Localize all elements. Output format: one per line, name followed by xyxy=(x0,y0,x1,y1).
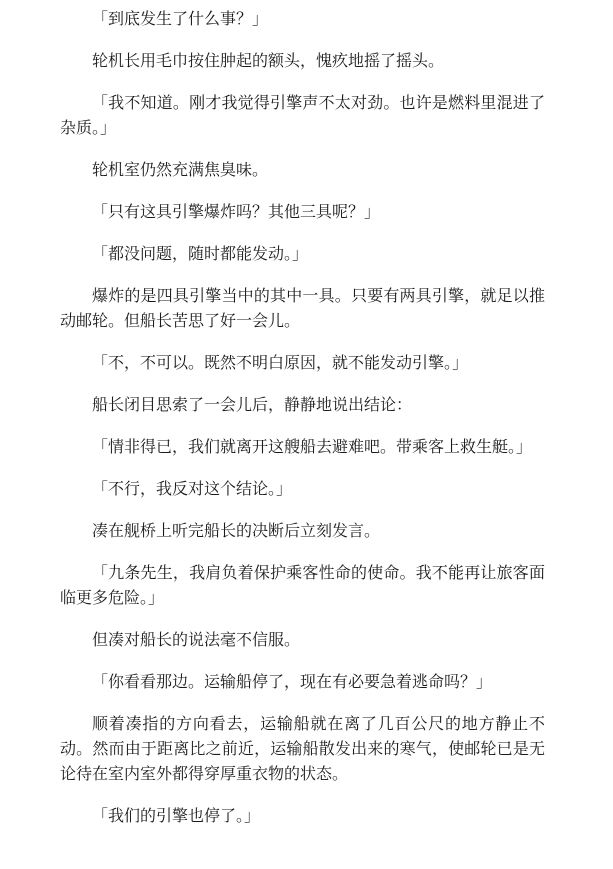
paragraph-1: 「到底发生了什么事？」 xyxy=(92,9,269,28)
paragraph-14: 但凑对船长的说法毫不信服。 xyxy=(92,630,301,649)
paragraph-15: 「你看看那边。运输船停了，现在有必要急着逃命吗？」 xyxy=(92,672,493,691)
paragraph-11: 「不行，我反对这个结论。」 xyxy=(92,479,293,498)
paragraph-12: 凑在舰桥上听完船长的决断后立刻发言。 xyxy=(92,521,381,540)
paragraph-2: 轮机长用毛巾按住肿起的额头，愧疚地摇了摇头。 xyxy=(92,51,445,70)
paragraph-4: 轮机室仍然充满焦臭味。 xyxy=(92,160,269,179)
paragraph-13: 「九条先生，我肩负着保护乘客性命的使命。我不能再让旅客面临更多危险。」 xyxy=(60,563,545,607)
paragraph-17: 「我们的引擎也停了。」 xyxy=(92,806,261,825)
paragraph-3: 「我不知道。刚才我觉得引擎声不太对劲。也许是燃料里混进了杂质。」 xyxy=(60,93,545,137)
paragraph-7: 爆炸的是四具引擎当中的其中一具。只要有两具引擎，就足以推动邮轮。但船长苦思了好一会儿。 xyxy=(60,286,545,330)
paragraph-8: 「不，不可以。既然不明白原因，就不能发动引擎。」 xyxy=(92,353,469,372)
paragraph-16: 顺着凑指的方向看去，运输船就在离了几百公尺的地方静止不动。然而由于距离比之前近，运输船散发出来的寒气，使邮轮已是无论待在室内室外都得穿厚重衣物的状态。 xyxy=(60,714,545,783)
paragraph-6: 「都没问题，随时都能发动。」 xyxy=(92,244,309,263)
paragraph-9: 船长闭目思索了一会儿后，静静地说出结论： xyxy=(92,395,413,414)
paragraph-10: 「情非得已，我们就离开这艘船去避难吧。带乘客上救生艇。」 xyxy=(92,437,533,456)
paragraph-5: 「只有这具引擎爆炸吗？其他三具呢？」 xyxy=(92,202,381,221)
